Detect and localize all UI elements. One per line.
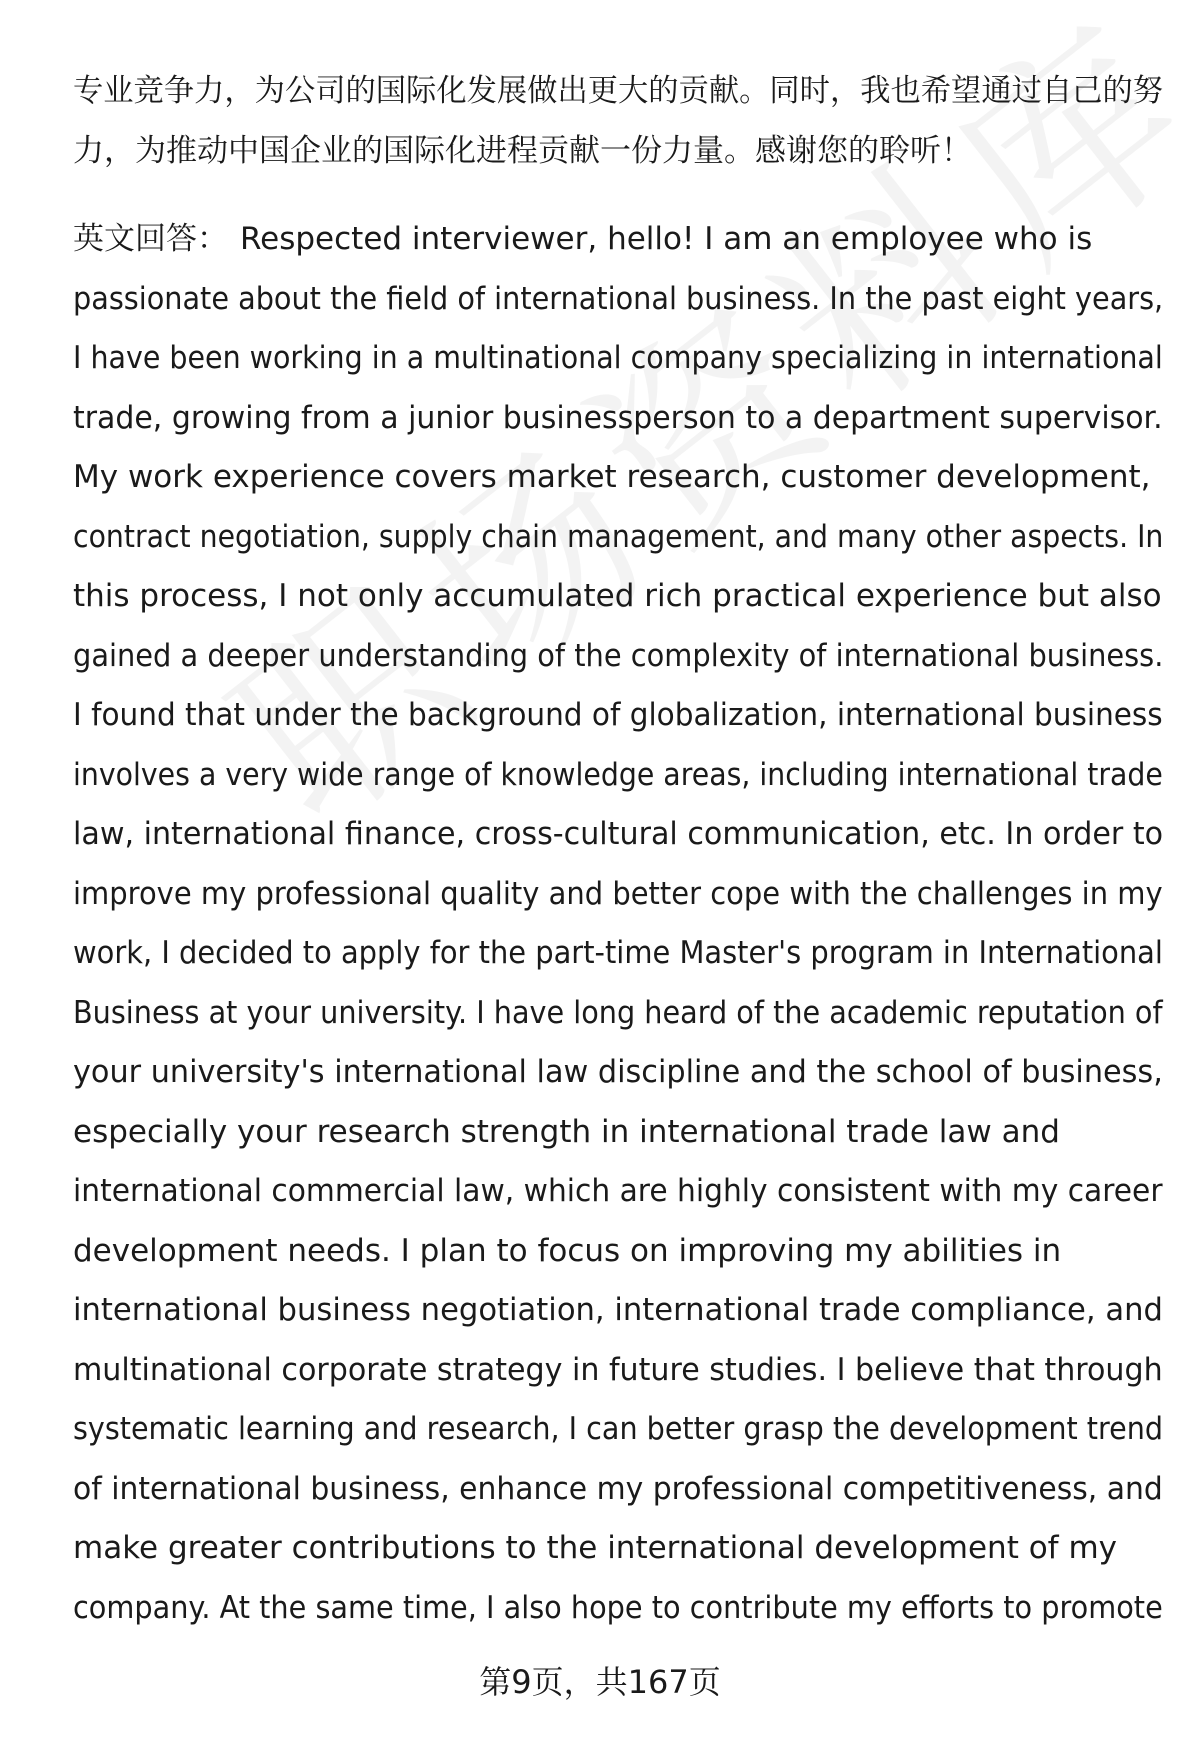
text-line: systematic learning and research, I can better grasp the development trend xyxy=(73,1411,1164,1447)
text-line: international commercial law, which are highly consistent with my career xyxy=(73,1173,1163,1209)
text-line: international business negotiation, international trade compliance, and xyxy=(73,1292,1163,1328)
text-line: multinational corporate strategy in future studies. I believe that through xyxy=(73,1351,1163,1388)
text-line: law, international finance, cross-cultural communication, etc. In order to xyxy=(73,816,1164,852)
text-line: 力，为推动中国企业的国际化进程贡献一份力量。感谢您的聆听！ xyxy=(73,132,972,169)
text-line: I found that under the background of globalization, international business xyxy=(73,697,1163,733)
text-line: Respected interviewer, hello! I am an employee who is xyxy=(240,221,1093,257)
text-line: improve my professional quality and better cope with the challenges in my xyxy=(73,875,1163,912)
text-line: of international business, enhance my professional competitiveness, and xyxy=(73,1470,1163,1507)
page-number: 第9页，共167页 xyxy=(479,1663,721,1701)
text-line: work, I decided to apply for the part-time Master's program in International xyxy=(73,935,1163,971)
text-line: I have been working in a multinational company specializing in international xyxy=(73,340,1163,376)
intro-paragraph xyxy=(73,62,1163,181)
text-line: trade, growing from a junior businessperson to a department supervisor. xyxy=(73,399,1163,436)
text-line: this process, I not only accumulated rich practical experience but also xyxy=(73,578,1162,614)
text-line: especially your research strength in international trade law and xyxy=(73,1113,1060,1150)
text-line: 专业竞争力，为公司的国际化发展做出更大的贡献。同时，我也希望通过自己的努 xyxy=(73,73,1163,109)
text-line: My work experience covers market research, customer development, xyxy=(73,459,1151,495)
answer-first-line xyxy=(73,210,1153,270)
text-line: development needs. I plan to focus on improving my abilities in xyxy=(73,1232,1062,1269)
text-line: passionate about the field of international business. In the past eight years, xyxy=(73,280,1164,317)
text-line: involves a very wide range of knowledge areas, including international trade xyxy=(73,756,1163,793)
text-line: your university's international law discipline and the school of business, xyxy=(73,1054,1163,1090)
text-line: contract negotiation, supply chain management, and many other aspects. In xyxy=(73,518,1164,555)
text-line: make greater contributions to the international development of my xyxy=(73,1530,1117,1566)
english-answer-paragraph xyxy=(73,210,1164,1638)
text-line: Business at your university. I have long heard of the academic reputation of xyxy=(73,994,1163,1031)
text-line: gained a deeper understanding of the complexity of international business. xyxy=(73,637,1164,674)
answer-label: 英文回答： xyxy=(73,221,228,257)
text-line: company. At the same time, I also hope to contribute my efforts to promote xyxy=(73,1589,1163,1626)
